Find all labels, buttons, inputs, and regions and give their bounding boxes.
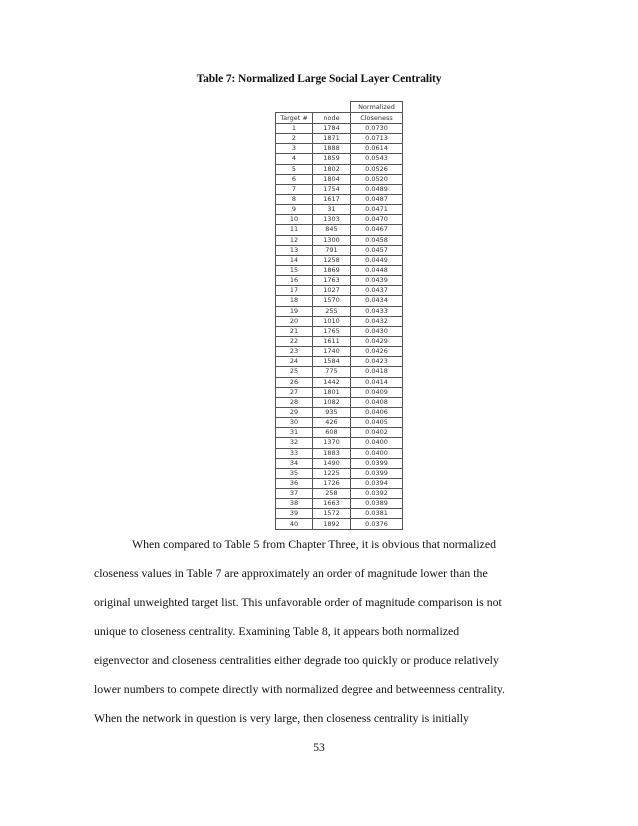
cell-closeness: 0.0389: [351, 499, 403, 509]
cell-closeness: 0.0394: [351, 478, 403, 488]
cell-closeness: 0.0489: [351, 184, 403, 194]
cell-node: 1010: [313, 316, 351, 326]
cell-target: 5: [276, 164, 313, 174]
cell-target: 24: [276, 357, 313, 367]
cell-node: 1663: [313, 499, 351, 509]
cell-closeness: 0.0376: [351, 519, 403, 529]
table-row: [276, 174, 403, 184]
table-row: [276, 124, 403, 134]
cell-closeness: 0.0448: [351, 265, 403, 275]
paragraph-line: When compared to Table 5 from Chapter Three, it is obvious that normalized: [132, 537, 497, 551]
cell-closeness: 0.0414: [351, 377, 403, 387]
cell-target: 17: [276, 286, 313, 296]
cell-node: 1784: [313, 124, 351, 134]
cell-target: 40: [276, 519, 313, 529]
table-row: [276, 154, 403, 164]
cell-closeness: 0.0399: [351, 458, 403, 468]
cell-closeness: 0.0437: [351, 286, 403, 296]
closeness-table: [275, 101, 403, 530]
cell-closeness: 0.0614: [351, 144, 403, 154]
cell-target: 34: [276, 458, 313, 468]
cell-target: 9: [276, 205, 313, 215]
table-row: [276, 306, 403, 316]
cell-closeness: 0.0520: [351, 174, 403, 184]
cell-node: 1726: [313, 478, 351, 488]
cell-node: 1611: [313, 336, 351, 346]
cell-target: 10: [276, 215, 313, 225]
table-row: [276, 296, 403, 306]
cell-node: 1303: [313, 215, 351, 225]
cell-closeness: 0.0418: [351, 367, 403, 377]
cell-closeness: 0.0487: [351, 194, 403, 204]
cell-closeness: 0.0392: [351, 489, 403, 499]
cell-node: 1754: [313, 184, 351, 194]
table-row: [276, 347, 403, 357]
table-row: [276, 418, 403, 428]
header-blank: [276, 102, 351, 113]
cell-node: 1859: [313, 154, 351, 164]
cell-target: 31: [276, 428, 313, 438]
cell-closeness: 0.0457: [351, 245, 403, 255]
table-row: [276, 519, 403, 529]
cell-target: 27: [276, 387, 313, 397]
table-row: [276, 265, 403, 275]
cell-target: 16: [276, 276, 313, 286]
cell-node: 935: [313, 407, 351, 417]
cell-node: 1801: [313, 387, 351, 397]
table-row: [276, 458, 403, 468]
cell-target: 36: [276, 478, 313, 488]
cell-node: 1869: [313, 265, 351, 275]
cell-node: 1740: [313, 347, 351, 357]
cell-target: 2: [276, 134, 313, 144]
cell-node: 1763: [313, 276, 351, 286]
cell-closeness: 0.0543: [351, 154, 403, 164]
cell-node: 1617: [313, 194, 351, 204]
cell-closeness: 0.0713: [351, 134, 403, 144]
table-row: [276, 316, 403, 326]
cell-closeness: 0.0470: [351, 215, 403, 225]
table-row: [276, 499, 403, 509]
paragraph-line: lower numbers to compete directly with normalized degree and betweenness centrality.: [94, 682, 505, 696]
cell-target: 38: [276, 499, 313, 509]
cell-target: 6: [276, 174, 313, 184]
cell-closeness: 0.0402: [351, 428, 403, 438]
cell-target: 21: [276, 326, 313, 336]
cell-target: 15: [276, 265, 313, 275]
cell-node: 1765: [313, 326, 351, 336]
table-row: [276, 286, 403, 296]
table-row: [276, 194, 403, 204]
cell-target: 11: [276, 225, 313, 235]
cell-target: 22: [276, 336, 313, 346]
table-row: [276, 367, 403, 377]
cell-target: 12: [276, 235, 313, 245]
cell-closeness: 0.0406: [351, 407, 403, 417]
header-target: Target #: [276, 113, 313, 124]
cell-closeness: 0.0439: [351, 276, 403, 286]
cell-target: 23: [276, 347, 313, 357]
cell-node: 791: [313, 245, 351, 255]
cell-node: 1370: [313, 438, 351, 448]
cell-node: 1300: [313, 235, 351, 245]
cell-target: 37: [276, 489, 313, 499]
cell-node: 1027: [313, 286, 351, 296]
table-row: [276, 428, 403, 438]
cell-closeness: 0.0467: [351, 225, 403, 235]
table-row: [276, 377, 403, 387]
table-row: [276, 134, 403, 144]
cell-target: 1: [276, 124, 313, 134]
table-row: [276, 164, 403, 174]
cell-node: 1490: [313, 458, 351, 468]
paragraph-line: When the network in question is very large, then closeness centrality is initially: [94, 711, 469, 725]
cell-closeness: 0.0381: [351, 509, 403, 519]
cell-node: 1883: [313, 448, 351, 458]
cell-node: 1082: [313, 397, 351, 407]
cell-node: 845: [313, 225, 351, 235]
cell-node: 1584: [313, 357, 351, 367]
cell-target: 20: [276, 316, 313, 326]
cell-closeness: 0.0434: [351, 296, 403, 306]
table-body: [276, 124, 403, 530]
cell-closeness: 0.0730: [351, 124, 403, 134]
cell-node: 1225: [313, 468, 351, 478]
cell-target: 13: [276, 245, 313, 255]
cell-closeness: 0.0400: [351, 438, 403, 448]
cell-node: 255: [313, 306, 351, 316]
cell-closeness: 0.0405: [351, 418, 403, 428]
cell-node: 1888: [313, 144, 351, 154]
cell-node: 1570: [313, 296, 351, 306]
table-row: [276, 235, 403, 245]
cell-closeness: 0.0458: [351, 235, 403, 245]
cell-target: 39: [276, 509, 313, 519]
table-row: [276, 357, 403, 367]
table-row: [276, 448, 403, 458]
cell-closeness: 0.0471: [351, 205, 403, 215]
table-row: [276, 255, 403, 265]
table-caption: Table 7: Normalized Large Social Layer Centrality: [196, 73, 442, 85]
table-row: [276, 468, 403, 478]
table-row: [276, 144, 403, 154]
cell-closeness: 0.0400: [351, 448, 403, 458]
header-closeness: Closeness: [351, 113, 403, 124]
header-normalized: Normalized: [351, 102, 403, 113]
cell-node: 31: [313, 205, 351, 215]
cell-closeness: 0.0449: [351, 255, 403, 265]
table-row: [276, 225, 403, 235]
table-row: [276, 245, 403, 255]
cell-node: 608: [313, 428, 351, 438]
cell-closeness: 0.0432: [351, 316, 403, 326]
cell-closeness: 0.0433: [351, 306, 403, 316]
cell-closeness: 0.0430: [351, 326, 403, 336]
paragraph-line: original unweighted target list. This unfavorable order of magnitude comparison is not: [94, 595, 502, 609]
cell-closeness: 0.0408: [351, 397, 403, 407]
header-node: node: [313, 113, 351, 124]
table-row: [276, 184, 403, 194]
cell-target: 4: [276, 154, 313, 164]
cell-node: 258: [313, 489, 351, 499]
table-row: [276, 397, 403, 407]
paragraph-line: eigenvector and closeness centralities either degrade too quickly or produce relatively: [94, 653, 499, 667]
cell-target: 8: [276, 194, 313, 204]
cell-node: 775: [313, 367, 351, 377]
cell-target: 28: [276, 397, 313, 407]
cell-target: 14: [276, 255, 313, 265]
cell-node: 1871: [313, 134, 351, 144]
table-row: [276, 478, 403, 488]
cell-target: 25: [276, 367, 313, 377]
table-row: [276, 489, 403, 499]
cell-closeness: 0.0429: [351, 336, 403, 346]
cell-node: 1258: [313, 255, 351, 265]
cell-node: 1802: [313, 164, 351, 174]
cell-target: 33: [276, 448, 313, 458]
cell-target: 3: [276, 144, 313, 154]
cell-target: 35: [276, 468, 313, 478]
cell-target: 19: [276, 306, 313, 316]
table-row: [276, 438, 403, 448]
cell-closeness: 0.0409: [351, 387, 403, 397]
table-row: [276, 215, 403, 225]
cell-target: 26: [276, 377, 313, 387]
cell-node: 1572: [313, 509, 351, 519]
cell-target: 18: [276, 296, 313, 306]
table-row: [276, 205, 403, 215]
cell-node: 1892: [313, 519, 351, 529]
paragraph-line: unique to closeness centrality. Examining Table 8, it appears both normalized: [94, 624, 460, 638]
cell-closeness: 0.0426: [351, 347, 403, 357]
cell-closeness: 0.0399: [351, 468, 403, 478]
table-row: [276, 326, 403, 336]
cell-target: 29: [276, 407, 313, 417]
cell-closeness: 0.0526: [351, 164, 403, 174]
cell-node: 1804: [313, 174, 351, 184]
table-row: [276, 387, 403, 397]
cell-node: 1442: [313, 377, 351, 387]
table-row: [276, 276, 403, 286]
paragraph-line: closeness values in Table 7 are approximately an order of magnitude lower than the: [94, 566, 488, 580]
page-number: 53: [313, 742, 325, 754]
table-row: [276, 336, 403, 346]
cell-target: 7: [276, 184, 313, 194]
table-row: [276, 407, 403, 417]
cell-closeness: 0.0423: [351, 357, 403, 367]
cell-target: 30: [276, 418, 313, 428]
cell-node: 426: [313, 418, 351, 428]
table-row: [276, 509, 403, 519]
cell-target: 32: [276, 438, 313, 448]
